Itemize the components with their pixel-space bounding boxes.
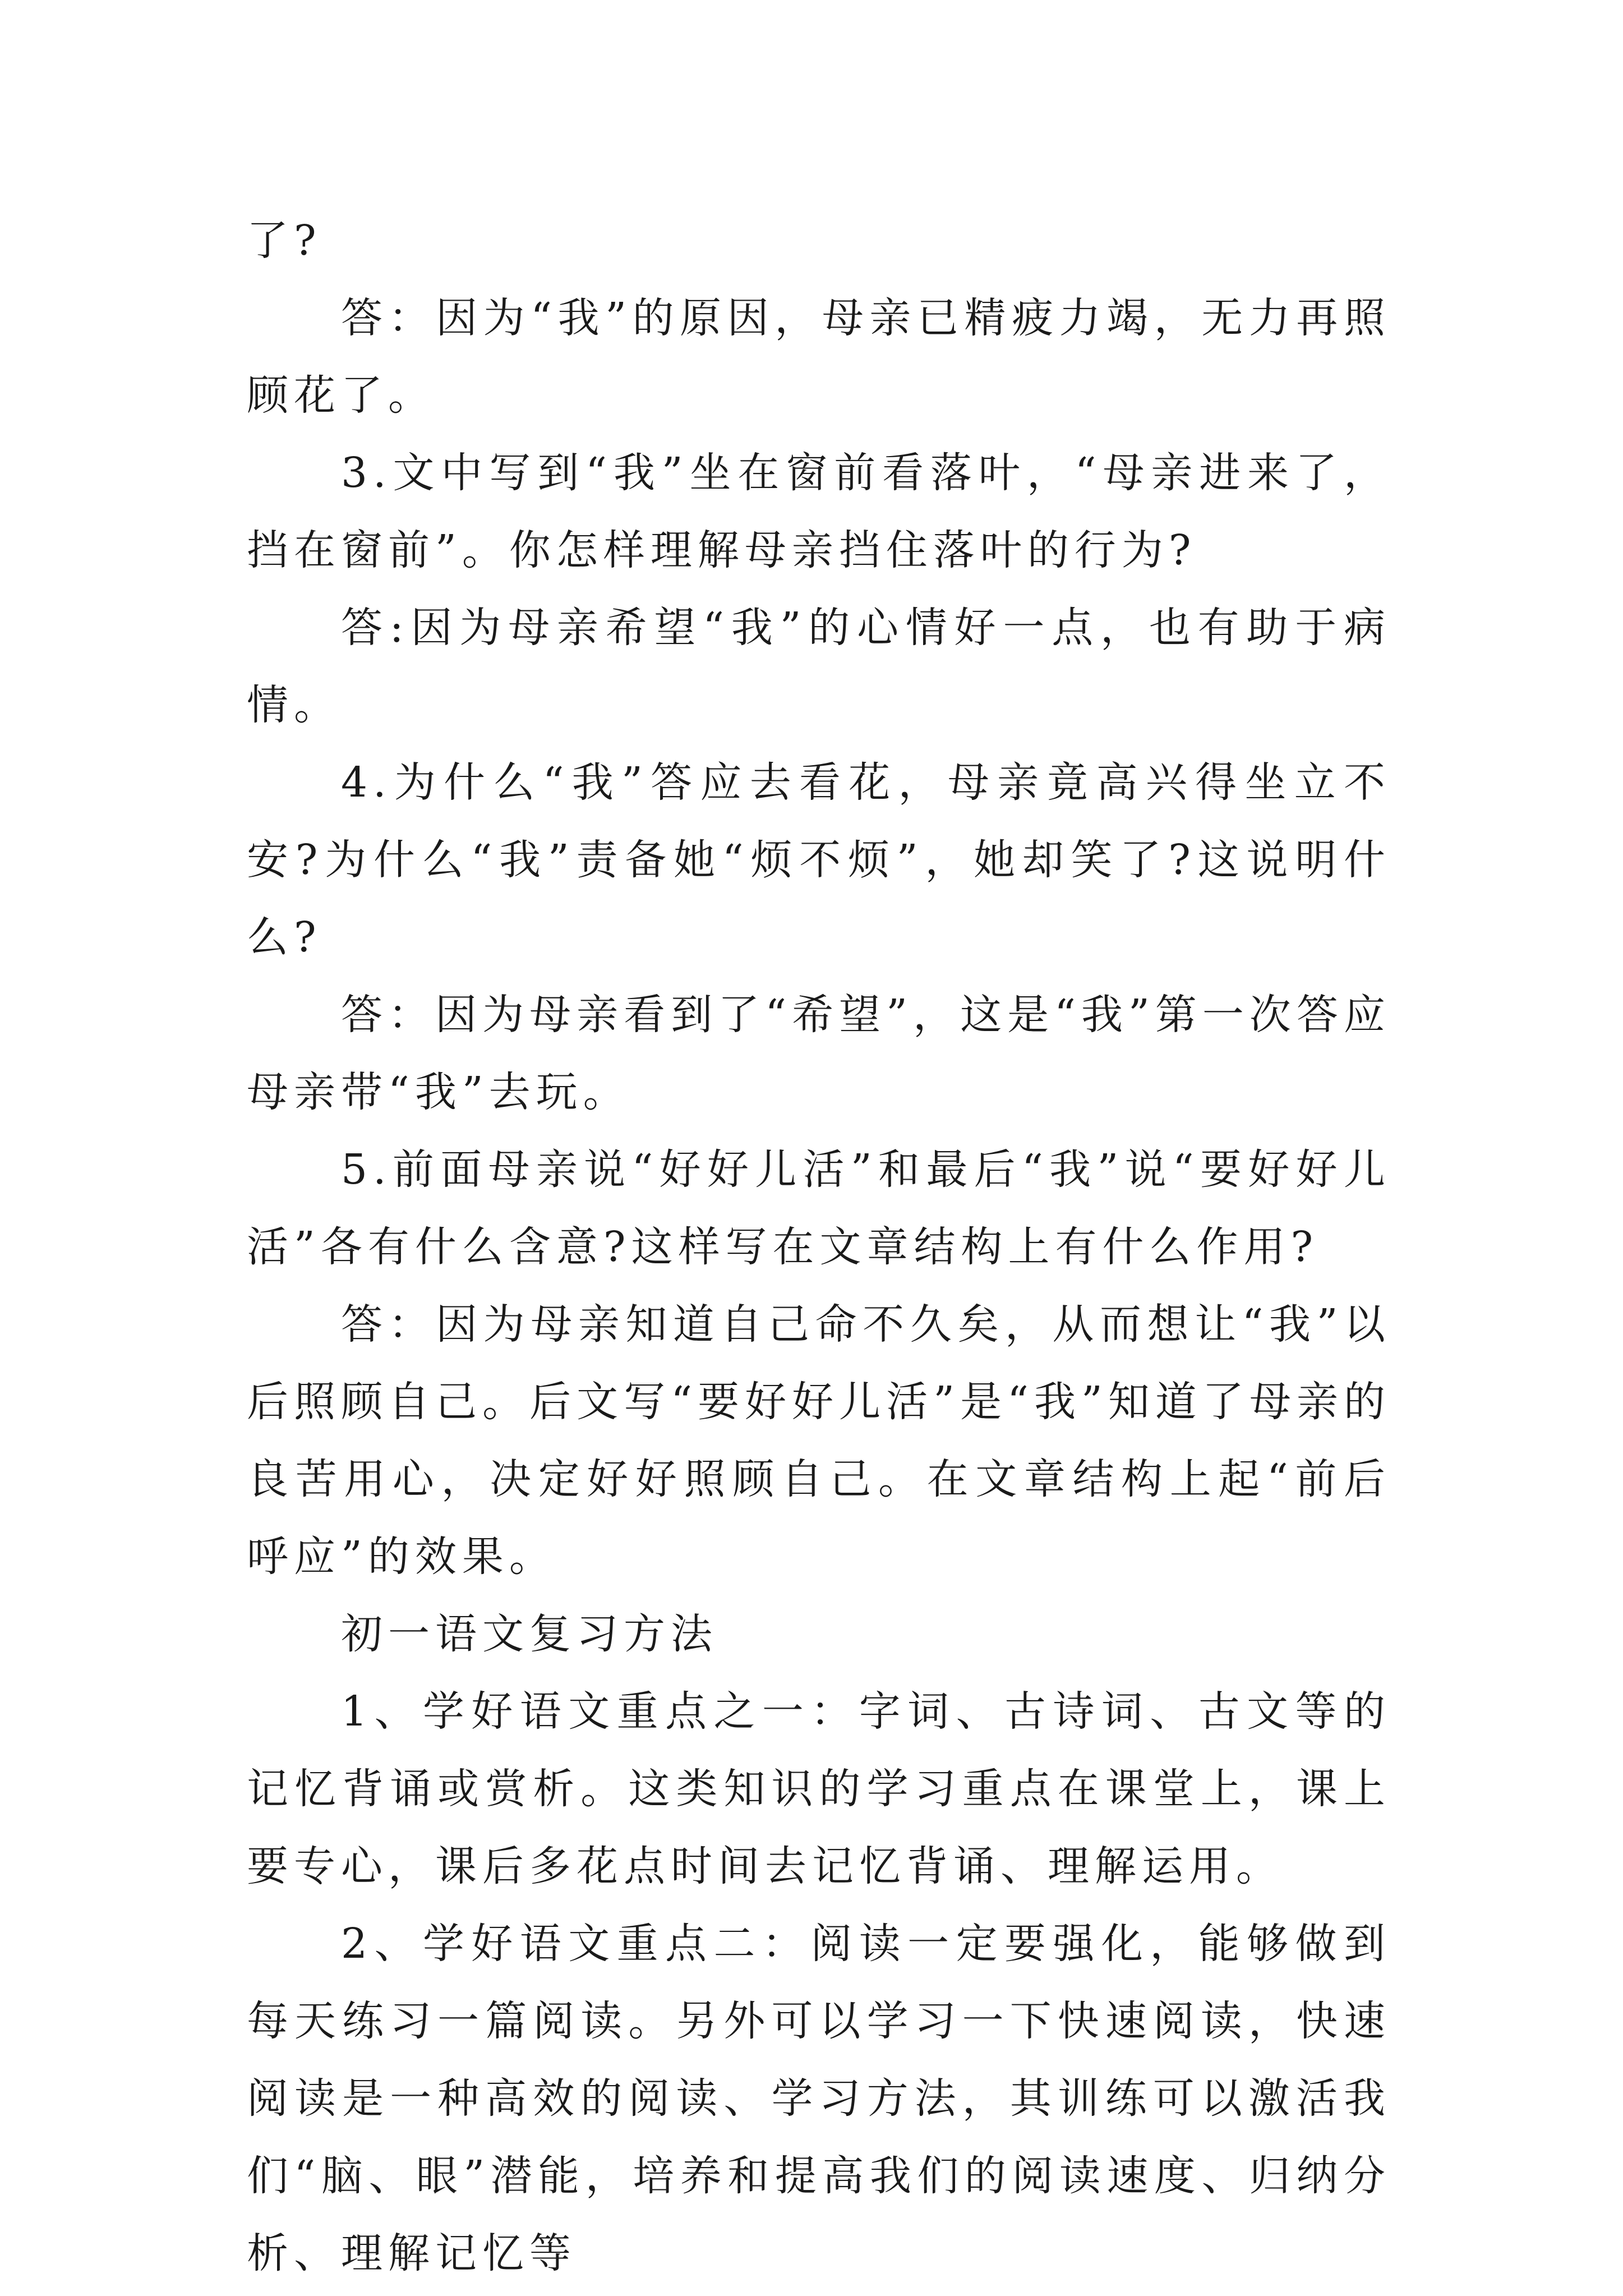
section-heading: 初一语文复习方法 — [341, 1610, 718, 1658]
answer-paragraph-2: 答：因为“我”的原因，母亲已精疲力竭，无力再照顾花了。 — [247, 294, 1391, 420]
answer-paragraph-4: 答：因为母亲看到了“希望”，这是“我”第一次答应母亲带“我”去玩。 — [247, 991, 1391, 1116]
question-paragraph-3: 3.文中写到“我”坐在窗前看落叶，“母亲进来了，挡在窗前”。你怎样理解母亲挡住落叶的行为? — [247, 449, 1391, 574]
method-paragraph-1: 1、学好语文重点之一：字词、古诗词、古文等的记忆背诵或赏析。这类知识的学习重点在课堂上，课上要专心，课后多花点时间去记忆背诵、理解运用。 — [247, 1687, 1391, 1890]
document-body — [247, 202, 1391, 2292]
question-paragraph-5: 5.前面母亲说“好好儿活”和最后“我”说“要好好儿活”各有什么含意?这样写在文章结构上有什么作用? — [247, 1145, 1391, 1271]
question-paragraph-4: 4.为什么“我”答应去看花，母亲竟高兴得坐立不安?为什么“我”责备她“烦不烦”，她却笑了?这说明什么? — [247, 758, 1391, 961]
answer-paragraph-3: 答:因为母亲希望“我”的心情好一点，也有助于病情。 — [247, 604, 1391, 729]
answer-paragraph-5: 答：因为母亲知道自己命不久矣，从而想让“我”以后照顾自己。后文写“要好好儿活”是“我”知道了母亲的良苦用心，决定好好照顾自己。在文章结构上起“前后呼应”的效果。 — [247, 1300, 1391, 1581]
paragraph-continuation: 了? — [247, 217, 322, 265]
method-paragraph-2: 2、学好语文重点二：阅读一定要强化，能够做到每天练习一篇阅读。另外可以学习一下快速阅读，快速阅读是一种高效的阅读、学习方法，其训练可以激活我们“脑、眼”潜能，培养和提高我们的阅读速度、归纳分析、理解记忆等 — [247, 1920, 1391, 2277]
